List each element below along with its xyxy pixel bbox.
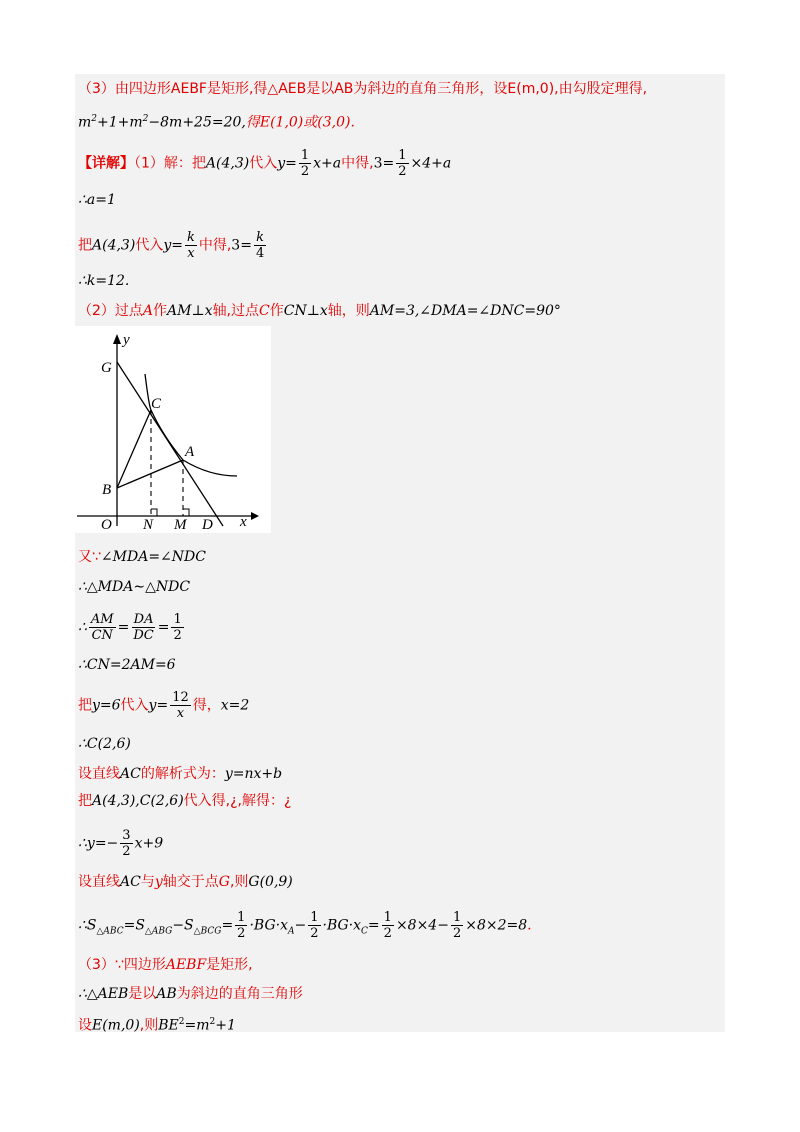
math: = <box>367 917 380 934</box>
fraction: $\frac{k}{x}$ <box>186 230 195 261</box>
x-axis-arrow <box>251 512 259 520</box>
text: （1）解：把 <box>134 155 206 172</box>
text: 代入 <box>135 237 164 254</box>
text: 设直线 <box>78 874 120 890</box>
math: . <box>527 917 532 934</box>
math: − <box>294 917 307 934</box>
text: +1+m <box>97 114 143 131</box>
math: ∴ <box>78 619 87 636</box>
label-g: G <box>101 360 112 376</box>
math: AC <box>120 766 141 782</box>
math: ∴C(2,6) <box>78 736 131 752</box>
text: 设 <box>78 1017 92 1034</box>
label-m: M <box>174 517 187 533</box>
geometry-figure <box>75 326 271 533</box>
text: 是以 <box>128 986 157 1002</box>
math: y= <box>148 697 169 714</box>
math: CN⊥x <box>283 303 328 319</box>
fraction: $\frac{1}{2}$ <box>310 910 319 941</box>
math: x=2 <box>220 697 250 714</box>
text: 轴交于点 <box>162 874 219 890</box>
line-right-triangle <box>78 985 303 1003</box>
math: AEBF <box>165 957 207 973</box>
label-c: C <box>151 396 162 412</box>
text: 代入得,¿,解得：¿ <box>183 793 292 809</box>
line-substitute-ac <box>78 792 291 810</box>
fraction: $\frac{1}{2}$ <box>383 910 392 941</box>
text: 得， <box>192 697 221 714</box>
fraction: $\frac{1}{2}$ <box>452 910 462 941</box>
subscript: C <box>361 926 368 937</box>
subscript: A <box>287 926 295 937</box>
text: 又∵ <box>78 549 101 565</box>
math: G <box>218 874 230 890</box>
fraction: $\frac{1}{2}$ <box>237 910 246 941</box>
fraction: $\frac{DA}{DC}$ <box>133 612 154 643</box>
fraction: $\frac{1}{2}$ <box>173 612 182 643</box>
superscript: 2 <box>142 114 149 124</box>
hyperbola-curve <box>145 374 237 476</box>
math: E(m,0) <box>92 1017 140 1034</box>
text: 是矩形, <box>206 957 253 973</box>
subscript: △ABG <box>144 926 173 937</box>
math: ∴CN=2AM=6 <box>78 657 176 673</box>
line-gd <box>117 362 223 526</box>
text: 把 <box>78 697 92 714</box>
math: ∴△AEB <box>78 986 129 1002</box>
text: 的解析式为： <box>140 766 225 782</box>
right-angle-n <box>151 509 157 516</box>
fraction: $\frac{1}{2}$ <box>398 148 407 179</box>
math: ×8×2=8 <box>465 917 528 934</box>
line-set-e <box>78 1013 236 1035</box>
text: 代入 <box>120 697 149 714</box>
label-y: y <box>123 332 130 348</box>
line-angle-equal <box>78 548 206 566</box>
line-area-calculation <box>78 910 532 941</box>
text: ,则 <box>229 874 249 890</box>
line-point-g <box>78 873 293 891</box>
superscript: 2 <box>178 1017 185 1027</box>
line-similar-triangles <box>78 578 190 596</box>
math: = <box>221 917 234 934</box>
math: A(4,3),C(2,6) <box>92 793 184 809</box>
math: C <box>259 303 270 319</box>
math: AB <box>156 986 177 1002</box>
math: ×4+a <box>410 155 452 172</box>
line-cn-equals-6 <box>78 656 176 674</box>
text: 设直线 <box>78 766 120 782</box>
math: A <box>142 303 154 319</box>
text: （2）过点 <box>78 303 143 319</box>
line-part3-summary <box>78 80 647 98</box>
line-point-c <box>78 735 131 753</box>
y-axis-arrow <box>113 334 121 344</box>
math: ·BG·x <box>249 917 288 934</box>
text: ,则 <box>139 1017 159 1034</box>
line-part2-construct <box>78 302 561 320</box>
math: = <box>157 619 170 636</box>
detail-tag: 【详解】 <box>78 155 134 172</box>
line-ratio <box>78 612 186 643</box>
text: 中得, <box>198 237 232 254</box>
math: y= <box>163 237 183 254</box>
line-ac-equation <box>78 828 163 859</box>
text: 轴，则 <box>327 303 370 319</box>
line-k-equals-12 <box>78 272 129 290</box>
math: = <box>117 619 130 636</box>
text: 得E(1,0)或(3,0). <box>245 114 355 131</box>
label-n: N <box>143 517 154 533</box>
math: y=nx+b <box>224 766 283 782</box>
superscript: 2 <box>91 114 98 124</box>
line-a-equals-1 <box>78 191 116 209</box>
label-x: x <box>240 514 247 530</box>
line-substitute-y6 <box>78 690 249 721</box>
text: m <box>78 114 92 131</box>
text: （3）∵四边形 <box>78 957 166 973</box>
fraction: $\frac{1}{2}$ <box>300 148 310 179</box>
line-set-ac <box>78 765 282 783</box>
math: A(4,3) <box>92 237 136 254</box>
math: x+9 <box>134 835 164 852</box>
math: G(0,9) <box>248 874 293 890</box>
fraction: $\frac{3}{2}$ <box>122 828 131 859</box>
math: AM⊥x <box>167 303 213 319</box>
text: −8m+25=20, <box>148 114 246 131</box>
line-part3-rectangle <box>78 956 253 974</box>
line-substitute-k <box>78 230 268 261</box>
math: y=6 <box>92 697 121 714</box>
math: ∴S <box>78 917 97 934</box>
right-angle-m <box>183 509 189 516</box>
text: 把 <box>78 793 92 809</box>
math: ∴y=− <box>78 835 119 852</box>
text: 与 <box>140 874 155 890</box>
math: −S <box>172 917 194 934</box>
text: 作 <box>269 303 284 319</box>
line-detail-part1 <box>78 148 451 179</box>
math: BE <box>158 1017 179 1034</box>
subscript: △ABC <box>96 926 124 937</box>
math: ∠MDA=∠NDC <box>100 549 206 565</box>
math: 3= <box>231 237 252 254</box>
label-b: B <box>102 482 112 498</box>
math: ∴△MDA∼△NDC <box>78 579 191 595</box>
math: 3= <box>373 155 395 172</box>
superscript: 2 <box>209 1017 216 1027</box>
text: 代入 <box>249 155 278 172</box>
line-pythagoras-equation <box>78 110 355 132</box>
math: ·BG·x <box>322 917 362 934</box>
label-o: O <box>101 517 112 533</box>
math: x+a <box>313 155 342 172</box>
math: +1 <box>215 1017 236 1034</box>
math: =S <box>123 917 145 934</box>
subscript: △BCG <box>193 926 222 937</box>
text: 为斜边的直角三角形 <box>176 986 303 1002</box>
text: 中得, <box>341 155 374 172</box>
math: y= <box>277 155 297 172</box>
math: ∴a=1 <box>78 192 116 208</box>
coordinate-diagram <box>75 326 271 533</box>
math: ∴k=12. <box>78 273 130 289</box>
fraction: $\frac{12}{x}$ <box>172 690 189 721</box>
math: A(4,3) <box>205 155 250 172</box>
math: AC <box>120 874 141 890</box>
fraction: $\frac{AM}{CN}$ <box>90 612 114 643</box>
math: =m <box>184 1017 210 1034</box>
label-a: A <box>185 444 195 460</box>
text: 轴,过点 <box>212 303 260 319</box>
label-d: D <box>202 517 213 533</box>
text: 作 <box>153 303 168 319</box>
math: AM=3,∠DMA=∠DNC=90° <box>369 303 561 319</box>
text: 把 <box>78 237 92 254</box>
math: y <box>154 874 163 890</box>
text: （3）由四边形AEBF是矩形,得△AEB是以AB为斜边的直角三角形，设E(m,0),由勾股定理得, <box>78 81 648 97</box>
math: ×8×4− <box>395 917 449 934</box>
fraction: $\frac{k}{4}$ <box>255 230 265 261</box>
